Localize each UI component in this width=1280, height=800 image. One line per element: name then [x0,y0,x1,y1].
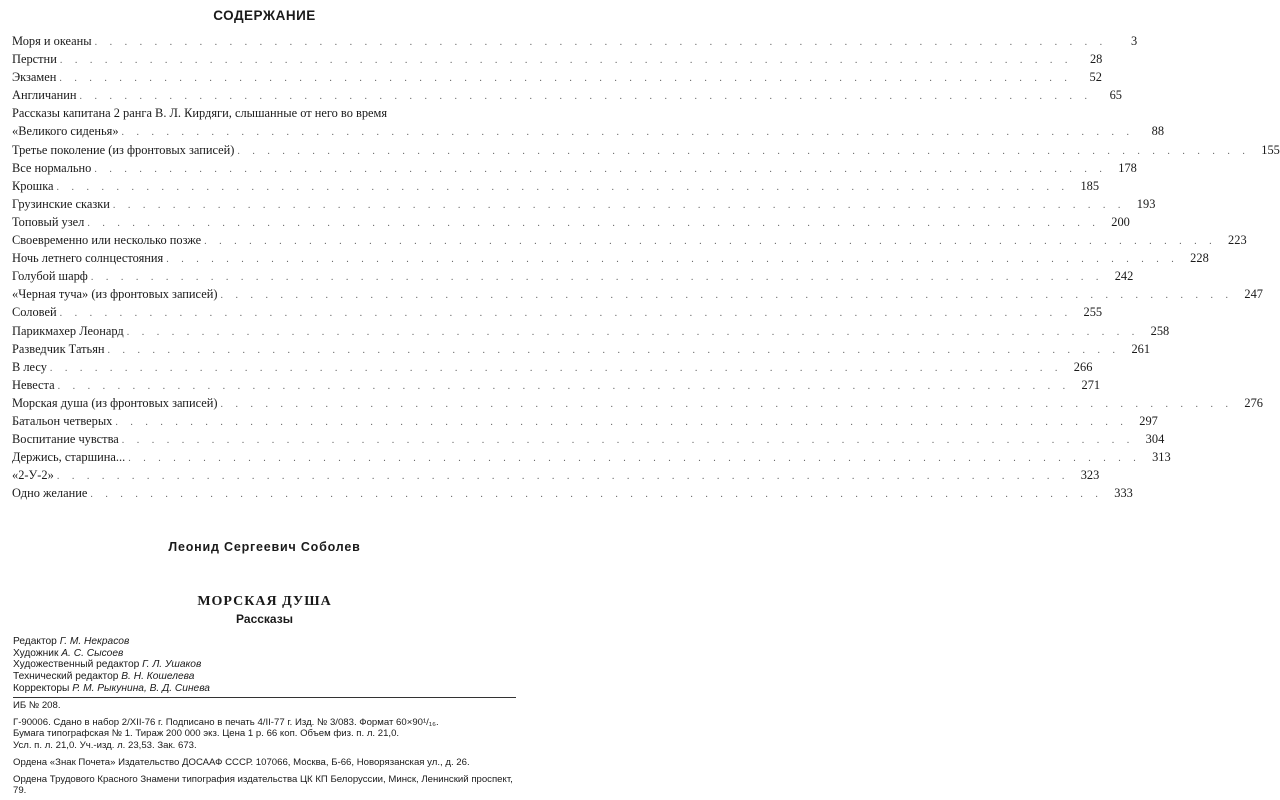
toc-page-number: 255 [1083,305,1103,320]
toc-entry [12,448,1171,466]
toc-page-number: 247 [1244,287,1263,302]
toc-page-number: 88 [1151,124,1165,139]
toc-entry [12,122,1165,140]
toc-leader-dots: . . . . . . . . . . . . . . . . . . . . . . . . . . . . . . . . . . . . . . . . . . . . . . . . . . . . . . . . . . . . . . . . . . . . [57,380,1071,392]
toc-entry-title: Крошка [12,177,57,195]
toc-page-number: 333 [1114,486,1133,501]
toc-entry-title: Парикмахер Леонард [12,322,127,340]
toc-entry-title: «Черная туча» (из фронтовых записей) [12,285,220,303]
toc-page-number: 200 [1111,214,1130,229]
toc-page-number: 266 [1073,359,1093,374]
toc-leader-dots: . . . . . . . . . . . . . . . . . . . . . . . . . . . . . . . . . . . . . . . . . . . . . . . . . . . . . . . . . . . . . . . . . . . . [59,308,1073,320]
toc-page-number: 65 [1109,88,1122,103]
toc-leader-dots: . . . . . . . . . . . . . . . . . . . . . . . . . . . . . . . . . . . . . . . . . . . . . . . . . . . . . . . . . . . . . . . . . . . . [90,272,1104,284]
toc-leader-dots: . . . . . . . . . . . . . . . . . . . . . . . . . . . . . . . . . . . . . . . . . . . . . . . . . . . . . . . . . . . . . . . . . . . . [87,217,1100,229]
toc-entry [12,358,1093,376]
credit-line [13,671,513,683]
toc-entry [12,213,1130,231]
toc-page-number: 323 [1080,468,1100,483]
toc-entry [12,104,517,122]
toc-entry [12,466,1100,484]
toc-leader-dots: . . . . . . . . . . . . . . . . . . . . . . . . . . . . . . . . . . . . . . . . . . . . . . . . . . . . . . . . . . . . . . . . . . . . [56,181,1070,193]
credits-list [13,636,513,695]
toc-entry-title: Топовый узел [12,213,87,231]
toc-leader-dots: . . . . . . . . . . . . . . . . . . . . . . . . . . . . . . . . . . . . . . . . . . . . . . . . . . . . . . . . . . . . . . . . . . . . [115,416,1128,428]
toc-leader-dots: . . . . . . . . . . . . . . . . . . . . . . . . . . . . . . . . . . . . . . . . . . . . . . . . . . . . . . . . . . . . . . . . . . . . [204,236,1217,248]
toc-page-number: 271 [1081,377,1101,392]
toc-entry-title: Ночь летнего солнцестояния [12,249,166,267]
toc-entry-title: Все нормально [12,159,94,177]
toc-leader-dots: . . . . . . . . . . . . . . . . . . . . . . . . . . . . . . . . . . . . . . . . . . . . . . . . . . . . . . . . . . . . . . . . . . . . [56,471,1070,483]
toc-entry [12,430,1165,448]
toc-entry-title: Рассказы капитана 2 ранга В. Л. Кирдяги, слышанные от него во время [12,104,390,122]
toc-entry-title: В лесу [12,358,50,376]
credit-role: Художник [13,647,59,659]
toc-entry-title: Экзамен [12,68,59,86]
toc-page-number: 258 [1150,323,1170,338]
toc-page-number: 261 [1131,341,1151,356]
toc-entry-title: Разведчик Татьян [12,340,108,358]
toc-entry-title: Батальон четверых [12,412,115,430]
toc-entry [12,159,1137,177]
toc-page-number: 297 [1139,413,1158,428]
toc-page-number: 155 [1261,142,1280,157]
toc-leader-dots: . . . . . . . . . . . . . . . . . . . . . . . . . . . . . . . . . . . . . . . . . . . . . . . . . . . . . . . . . . . . . . . . . . . . [59,73,1072,85]
toc-entry-title: Перстни [12,50,60,68]
toc-entry [12,68,1102,86]
ib-number: ИБ № 208. [13,700,61,711]
toc-entry [12,285,1263,303]
toc-leader-dots: . . . . . . . . . . . . . . . . . . . . . . . . . . . . . . . . . . . . . . . . . . . . . . . . . . . . . . . . . . . . . . . . . . . . [94,37,1108,48]
toc-leader-dots: . . . . . . . . . . . . . . . . . . . . . . . . . . . . . . . . . . . . . . . . . . . . . . . . . . . . . . . . . . . . . . . . . . . . [121,435,1135,447]
toc-page-number: 313 [1152,450,1171,465]
toc-entry [12,267,1134,285]
credit-line [13,659,513,671]
book-subtitle: Рассказы [236,612,293,626]
toc-entry [12,484,1133,502]
toc-entry [12,412,1158,430]
toc-leader-dots: . . . . . . . . . . . . . . . . . . . . . . . . . . . . . . . . . . . . . . . . . . . . . . . . . . . . . . . . . . . . . . . . . . . . [220,290,1233,302]
toc-entry [12,177,1100,195]
credit-name: Г. М. Некрасов [59,636,130,647]
credit-role: Технический редактор [13,671,119,683]
toc-entry-title: Моря и океаны [12,32,95,50]
toc-entry [12,141,1280,159]
toc-entry-title: Воспитание чувства [12,430,122,448]
toc-leader-dots: . . . . . . . . . . . . . . . . . . . . . . . . . . . . . . . . . . . . . . . . . . . . . . . . . . . . . . . . . . . . . . . . . . . . [90,489,1103,501]
toc-entry [12,376,1101,394]
toc-leader-dots: . . . . . . . . . . . . . . . . . . . . . . . . . . . . . . . . . . . . . . . . . . . . . . . . . . . . . . . . . . . . . . . . . . . . [121,127,1135,139]
toc-entry-title: Своевременно или несколько позже [12,231,204,249]
credit-role: Художественный редактор [13,659,140,671]
toc-leader-dots: . . . . . . . . . . . . . . . . . . . . . . . . . . . . . . . . . . . . . . . . . . . . . . . . . . . . . . . . . . . . . . . . . . . . [220,398,1233,410]
toc-entry-title: «2-У-2» [12,466,57,484]
credit-line [13,683,513,695]
book-title: МОРСКАЯ ДУША [197,594,332,609]
toc-entry [12,231,1247,249]
toc-entry [12,394,1263,412]
credit-line [13,636,513,648]
toc-entry-title: Голубой шарф [12,267,91,285]
toc-entry [12,340,1151,358]
author-name: Леонид Сергеевич Соболев [168,540,361,554]
toc-page-number: 178 [1118,160,1137,175]
credit-line [13,648,513,660]
credit-role: Редактор [13,636,57,647]
toc-entry-title: «Великого сиденья» [12,122,122,140]
toc-leader-dots: . . . . . . . . . . . . . . . . . . . . . . . . . . . . . . . . . . . . . . . . . . . . . . . . . . . . . . . . . . . . . . . . . . . . [166,254,1179,266]
toc-entry [12,32,1138,50]
credit-name: Г. Л. Ушаков [142,659,202,671]
toc-leader-dots: . . . . . . . . . . . . . . . . . . . . . . . . . . . . . . . . . . . . . . . . . . . . . . . . . . . . . . . . . . . . . . . . . . . . [107,344,1121,356]
toc-leader-dots: . . . . . . . . . . . . . . . . . . . . . . . . . . . . . . . . . . . . . . . . . . . . . . . . . . . . . . . . . . . . . . . . . . . . [59,55,1073,67]
table-of-contents [12,32,1280,502]
toc-leader-dots: . . . . . . . . . . . . . . . . . . . . . . . . . . . . . . . . . . . . . . . . . . . . . . . . . . . . . . . . . . . . . . . . . . . . [79,91,1092,103]
imprint-block [13,700,518,796]
toc-leader-dots: . . . . . . . . . . . . . . . . . . . . . . . . . . . . . . . . . . . . . . . . . . . . . . . . . . . . . . . . . . . . . . . . . . . . [126,326,1140,338]
toc-entry-title: Третье поколение (из фронтовых записей) [12,141,237,159]
toc-page-number: 223 [1228,233,1247,248]
toc-page-number: 304 [1145,432,1165,447]
toc-entry-title: Соловей [12,303,60,321]
toc-page-number: 3 [1130,34,1138,48]
toc-entry [12,50,1103,68]
toc-entry [12,249,1209,267]
toc-page-number: 52 [1089,70,1102,85]
toc-leader-dots: . . . . . . . . . . . . . . . . . . . . . . . . . . . . . . . . . . . . . . . . . . . . . . . . . . . . . . . . . . . . . . . . . . . . [112,199,1126,211]
toc-page-number: 28 [1089,52,1103,67]
divider [13,697,516,698]
toc-page-number: 185 [1080,178,1100,193]
toc-page-number: 276 [1244,395,1263,410]
imprint-line: Г-90006. Сдано в набор 2/XII-76 г. Подписано в печать 4/II-77 г. Изд. № 3/083. Формат 60×90¹/₁₆. [13,717,439,729]
toc-page-number: 193 [1136,196,1156,211]
toc-heading: СОДЕРЖАНИЕ [213,8,316,23]
toc-entry-title: Морская душа (из фронтовых записей) [12,394,220,412]
toc-page-number: 242 [1114,269,1134,284]
credit-name: В. Н. Кошелева [121,671,195,683]
printer-info: Ордена Трудового Красного Знамени типография издательства ЦК КП Белоруссии, Минск, Ленинский проспект, 79. [13,774,513,797]
toc-entry-title: Одно желание [12,484,90,502]
toc-entry [12,86,1122,104]
toc-entry [12,195,1156,213]
toc-page-number: 228 [1190,251,1209,266]
toc-entry-title: Грузинские сказки [12,195,113,213]
toc-leader-dots: . . . . . . . . . . . . . . . . . . . . . . . . . . . . . . . . . . . . . . . . . . . . . . . . . . . . . . . . . . . . . . . . . . . . [49,362,1063,374]
toc-leader-dots: . . . . . . . . . . . . . . . . . . . . . . . . . . . . . . . . . . . . . . . . . . . . . . . . . . . . . . . . . . . . . . . . . . . . [128,453,1141,465]
credit-name: Р. М. Рыкунина, В. Д. Синева [72,682,210,694]
publisher-info: Ордена «Знак Почета» Издательство ДОСААФ СССР. 107066, Москва, Б-66, Новорязанская ул., д. 26. [13,756,470,768]
imprint-line: Бумага типографская № 1. Тираж 200 000 экз. Цена 1 р. 66 коп. Объем физ. п. л. 21,0. [13,728,400,740]
toc-entry-title: Держись, старшина... [12,448,128,466]
toc-entry-title: Невеста [12,376,58,394]
toc-entry-title: Англичанин [12,86,79,104]
toc-entry [12,303,1103,321]
credit-name: А. С. Сысоев [61,647,124,659]
imprint-line: Усл. п. л. 21,0. Уч.-изд. л. 23,53. Зак. 673. [13,739,197,751]
credit-role: Корректоры [13,682,70,694]
toc-leader-dots: . . . . . . . . . . . . . . . . . . . . . . . . . . . . . . . . . . . . . . . . . . . . . . . . . . . . . . . . . . . . . . . . . . . . [237,145,1250,157]
toc-leader-dots: . . . . . . . . . . . . . . . . . . . . . . . . . . . . . . . . . . . . . . . . . . . . . . . . . . . . . . . . . . . . . . . . . . . . [94,163,1107,175]
toc-entry [12,322,1170,340]
